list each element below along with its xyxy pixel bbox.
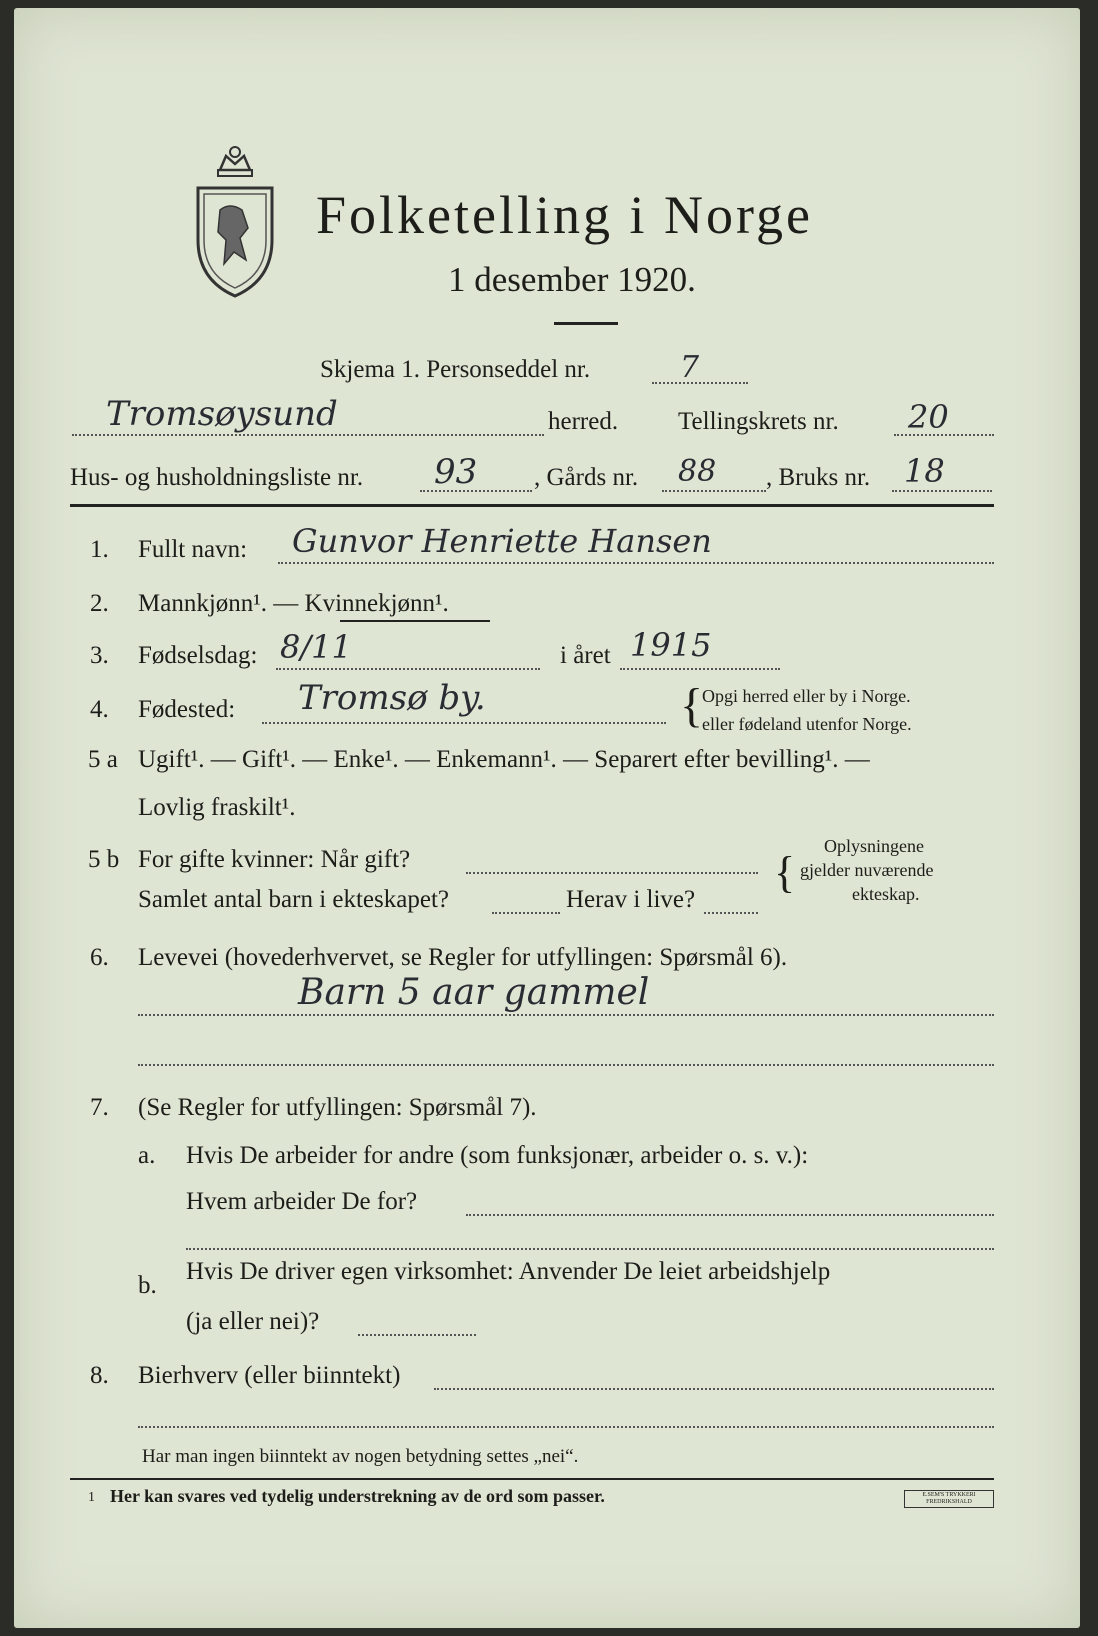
personseddel-number: 7 (680, 350, 700, 385)
full-name-label: Fullt navn: (138, 536, 248, 563)
birthdate-label: Fødselsdag: (138, 642, 258, 669)
census-form: Folketelling i Norge 1 desember 1920. Skjema 1. Personseddel nr. 7 Tromsøysund herred. Tellingskrets nr. 20 Hus- og husholdningsliste nr. 93 , Gårds nr. 88 , Bruks nr. 18 1. Fullt navn: Gunvor Henriette Hansen 2. Mannkjønn¹. — Kvinnekjønn¹. 3. Fødselsdag: 8/11 i året 1915 4. Fødested: Tromsø by. { Opgi herred eller by i Norge. eller fødeland utenfor Norge. 5 a Ugift¹. — Gift¹. — Enke¹. — Enkemann¹. — Separert efter bevilling¹. — Lovlig fraskilt¹. 5 b For gifte kvinner: Når gift? Samlet antal barn i ekteskapet? Herav i live? { Oplysningene gjelder nuværende ekteskap. 6. Levevei (hovederhvervet, se Regler for utfyllingen: Spørsmål 6). Barn 5 aar gammel 7. (Se Regler for utfyllingen: Spørsmål 7). a. Hvis De arbeider for andre (som funksjonær, arbeider o. s. v.): Hvem arbeider De for? b. Hvis De driver egen virksomhet: Anvender De leiet arbeidshjelp (ja eller nei)? 8. Bierhverv (eller biinntekt) Har man ingen biinntekt av nogen betydning settes „nei“. 1 Her kan svares ved tydelig understrekning av de ord som passer. E.SEM'S TRYKKERI FREDRIKSHALD (14, 8, 1080, 1628)
husholdningsliste-value: 93 (434, 452, 478, 492)
children-alive-label: Herav i live? (566, 886, 696, 913)
tellingskrets-label: Tellingskrets nr. (678, 408, 839, 435)
children-count-label: Samlet antal barn i ekteskapet? (138, 886, 449, 913)
gards-value: 88 (678, 454, 717, 489)
hired-help-label: (ja eller nei)? (186, 1308, 320, 1335)
birthplace-label: Fødested: (138, 696, 236, 723)
birthdate-value: 8/11 (280, 628, 352, 666)
side-income-label: Bierhverv (eller biinntekt) (138, 1362, 401, 1389)
title-divider (554, 322, 618, 325)
married-when-label: For gifte kvinner: Når gift? (138, 846, 411, 873)
husholdningsliste-label: Hus- og husholdningsliste nr. (70, 464, 364, 491)
marriage-note-2: gjelder nuværende (800, 860, 934, 880)
coat-of-arms-icon (190, 140, 280, 300)
marriage-note-3: ekteskap. (852, 884, 920, 904)
form-title: Folketelling i Norge (316, 185, 813, 245)
side-income-note: Har man ingen biinntekt av nogen betydning settes „nei“. (142, 1446, 579, 1467)
herred-value: Tromsøysund (106, 394, 338, 434)
employer-label: Hvem arbeider De for? (186, 1188, 418, 1215)
marriage-note-1: Oplysningene (824, 836, 924, 856)
skjema-label: Skjema 1. Personseddel nr. (320, 356, 591, 383)
q7-label: (Se Regler for utfyllingen: Spørsmål 7). (138, 1094, 537, 1121)
tellingskrets-value: 20 (908, 398, 949, 436)
sex-label: Mannkjønn¹. — Kvinnekjønn¹. (138, 590, 449, 617)
birthplace-value: Tromsø by. (298, 678, 486, 718)
header-rule (70, 504, 994, 507)
gards-label: , Gårds nr. (534, 464, 639, 491)
footnote-rule (70, 1478, 994, 1480)
civil-status-label-2: Lovlig fraskilt¹. (138, 794, 296, 821)
occupation-label: Levevei (hovederhvervet, se Regler for utfyllingen: Spørsmål 6). (138, 944, 788, 971)
occupation-value: Barn 5 aar gammel (298, 972, 650, 1013)
census-date: 1 desember 1920. (448, 260, 696, 299)
birthyear-label: i året (560, 642, 611, 669)
footnote-marker: 1 (88, 1490, 95, 1505)
bruks-label: , Bruks nr. (766, 464, 871, 491)
birthyear-value: 1915 (630, 626, 712, 664)
q7a-label: Hvis De arbeider for andre (som funksjonær, arbeider o. s. v.): (186, 1142, 809, 1169)
full-name-value: Gunvor Henriette Hansen (292, 522, 712, 560)
birthplace-note-1: Opgi herred eller by i Norge. (702, 686, 911, 706)
birthplace-note-2: eller fødeland utenfor Norge. (702, 714, 912, 734)
civil-status-label: Ugift¹. — Gift¹. — Enke¹. — Enkemann¹. — Separert efter bevilling¹. — (138, 746, 870, 773)
kvinnekjonn-underline (340, 620, 490, 622)
q7b-label: Hvis De driver egen virksomhet: Anvender De leiet arbeidshjelp (186, 1258, 831, 1285)
bruks-value: 18 (904, 452, 945, 490)
herred-label: herred. (548, 408, 619, 435)
footnote: Her kan svares ved tydelig understrekning av de ord som passer. (110, 1486, 605, 1506)
printer-stamp: E.SEM'S TRYKKERI FREDRIKSHALD (904, 1490, 994, 1508)
